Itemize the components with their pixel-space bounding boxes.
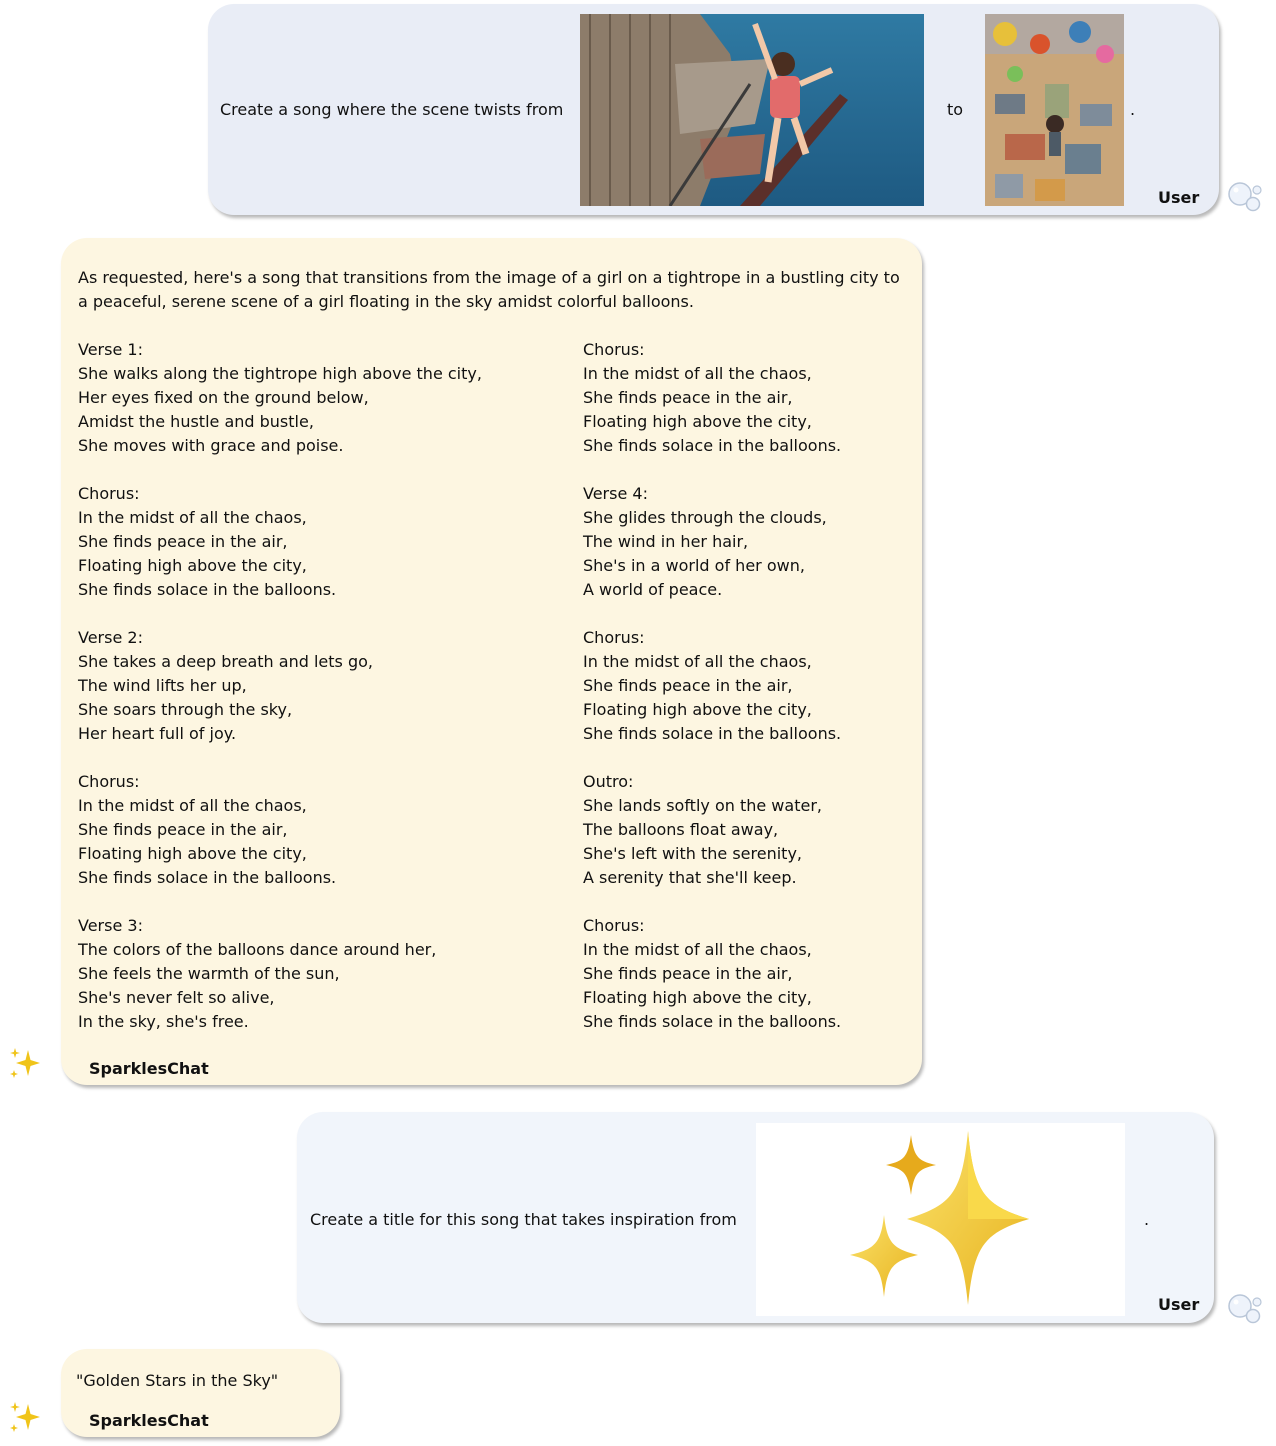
balloon-city-image xyxy=(985,14,1124,206)
lyric-line: In the midst of all the chaos, xyxy=(583,940,812,959)
bubbles-icon xyxy=(1226,178,1266,218)
stanza xyxy=(78,626,558,746)
lyric-line: She finds solace in the balloons. xyxy=(583,724,842,743)
stanza xyxy=(583,626,1063,746)
lyric-line: She finds peace in the air, xyxy=(583,964,793,983)
stanza xyxy=(583,482,1063,602)
lyric-line: She's in a world of her own, xyxy=(583,556,805,575)
lyric-line: In the midst of all the chaos, xyxy=(78,508,307,527)
message-text-end: . xyxy=(1130,100,1136,119)
stanza-heading: Verse 1: xyxy=(78,340,143,359)
lyric-line: A serenity that she'll keep. xyxy=(583,868,797,887)
lyric-line: A world of peace. xyxy=(583,580,723,599)
lyric-line: In the midst of all the chaos, xyxy=(78,796,307,815)
lyric-line: She finds peace in the air, xyxy=(583,388,793,407)
assistant-message-2 xyxy=(61,1349,340,1437)
sparkles-icon xyxy=(6,1400,44,1436)
speaker-label: SparklesChat xyxy=(89,1059,209,1078)
lyric-line: Her eyes fixed on the ground below, xyxy=(78,388,369,407)
sparkles-icon xyxy=(6,1046,44,1082)
stanza-heading: Verse 4: xyxy=(583,484,648,503)
message-text-connector: to xyxy=(947,100,964,119)
lyric-line: She finds peace in the air, xyxy=(78,820,288,839)
lyric-line: Amidst the hustle and bustle, xyxy=(78,412,314,431)
stanza xyxy=(583,770,1063,890)
assistant-message-1 xyxy=(61,238,922,1085)
message-text: Create a song where the scene twists from xyxy=(220,100,564,119)
lyric-line: Her heart full of joy. xyxy=(78,724,237,743)
lyric-line: In the sky, she's free. xyxy=(78,1012,249,1031)
lyric-line: She moves with grace and poise. xyxy=(78,436,344,455)
tightrope-scene-image xyxy=(580,14,924,206)
bubbles-icon xyxy=(1226,1290,1266,1330)
speaker-label: User xyxy=(1158,188,1200,207)
lyric-line: Floating high above the city, xyxy=(78,844,307,863)
speaker-label: SparklesChat xyxy=(89,1411,209,1430)
lyric-line: She feels the warmth of the sun, xyxy=(78,964,340,983)
lyric-line: The wind in her hair, xyxy=(583,532,749,551)
speaker-label: User xyxy=(1158,1295,1200,1314)
lyric-line: Floating high above the city, xyxy=(583,700,812,719)
lyric-line: She finds solace in the balloons. xyxy=(78,868,337,887)
lyric-line: Floating high above the city, xyxy=(583,988,812,1007)
lyric-line: She finds solace in the balloons. xyxy=(583,1012,842,1031)
lyrics-column-left xyxy=(78,338,558,1058)
lyric-line: In the midst of all the chaos, xyxy=(583,364,812,383)
stanza xyxy=(583,338,1063,458)
message-text-end: . xyxy=(1144,1210,1150,1229)
stanza-heading: Chorus: xyxy=(583,628,645,647)
assistant-intro-text: As requested, here's a song that transitions from the image of a girl on a tightrope in a bustling city to a peaceful, serene scene of a girl floating in the sky amidst colorful balloons. xyxy=(78,268,900,311)
lyric-line: The wind lifts her up, xyxy=(78,676,247,695)
stanza xyxy=(583,914,1063,1034)
lyric-line: Floating high above the city, xyxy=(583,412,812,431)
lyric-line: She finds peace in the air, xyxy=(78,532,288,551)
stanza-heading: Verse 3: xyxy=(78,916,143,935)
message-text: Create a title for this song that takes inspiration from xyxy=(310,1210,737,1229)
stanza-heading: Outro: xyxy=(583,772,634,791)
stanza-heading: Chorus: xyxy=(78,772,140,791)
lyric-line: She takes a deep breath and lets go, xyxy=(78,652,373,671)
lyric-line: The balloons float away, xyxy=(583,820,779,839)
stanza-heading: Chorus: xyxy=(78,484,140,503)
lyric-line: She glides through the clouds, xyxy=(583,508,827,527)
lyric-line: She finds peace in the air, xyxy=(583,676,793,695)
lyric-line: She lands softly on the water, xyxy=(583,796,822,815)
stanza xyxy=(78,914,558,1034)
user-message-2 xyxy=(297,1112,1214,1323)
lyric-line: She finds solace in the balloons. xyxy=(78,580,337,599)
lyric-line: In the midst of all the chaos, xyxy=(583,652,812,671)
lyric-line: She walks along the tightrope high above the city, xyxy=(78,364,482,383)
lyric-line: She's never felt so alive, xyxy=(78,988,275,1007)
lyric-line: The colors of the balloons dance around her, xyxy=(78,940,437,959)
lyrics-column-right xyxy=(583,338,1063,1058)
lyric-line: She finds solace in the balloons. xyxy=(583,436,842,455)
stanza xyxy=(78,338,558,458)
lyric-line: She's left with the serenity, xyxy=(583,844,802,863)
stanza-heading: Chorus: xyxy=(583,916,645,935)
sparkles-emoji-image xyxy=(756,1123,1125,1316)
lyric-line: Floating high above the city, xyxy=(78,556,307,575)
stanza-heading: Verse 2: xyxy=(78,628,143,647)
assistant-reply-text: "Golden Stars in the Sky" xyxy=(76,1371,279,1390)
stanza-heading: Chorus: xyxy=(583,340,645,359)
user-message-1 xyxy=(208,4,1219,215)
lyric-line: She soars through the sky, xyxy=(78,700,293,719)
stanza xyxy=(78,482,558,602)
stanza xyxy=(78,770,558,890)
